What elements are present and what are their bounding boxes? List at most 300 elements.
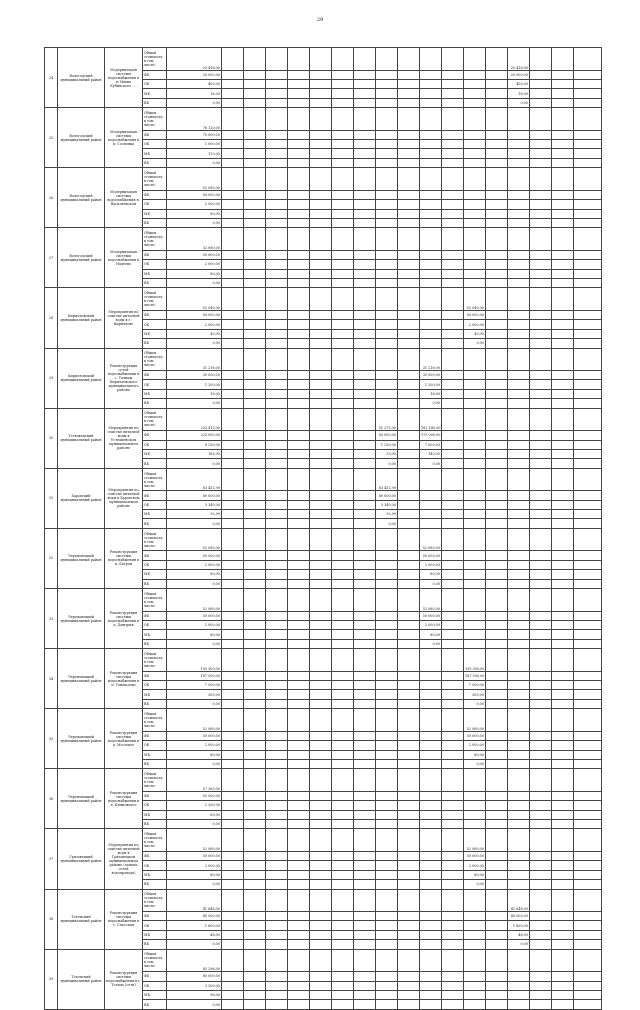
amount-cell bbox=[508, 228, 530, 251]
amount-cell bbox=[530, 389, 552, 398]
amount-cell: 80,00 bbox=[167, 570, 222, 579]
amount-cell bbox=[332, 228, 354, 251]
amount-cell bbox=[552, 709, 574, 732]
amount-cell: 2 200,00 bbox=[167, 801, 222, 810]
amount-cell bbox=[288, 791, 310, 800]
amount-cell bbox=[398, 731, 420, 740]
amount-cell: 20 416,00 bbox=[167, 48, 222, 71]
funding-source-label: ФБ bbox=[143, 611, 167, 620]
amount-cell bbox=[288, 380, 310, 389]
amount-cell bbox=[486, 279, 508, 288]
amount-cell: 50 000,00 bbox=[464, 851, 486, 860]
amount-cell bbox=[244, 851, 266, 860]
amount-cell bbox=[486, 769, 508, 792]
amount-cell bbox=[552, 149, 574, 158]
amount-cell: 0,00 bbox=[167, 579, 222, 588]
amount-cell bbox=[310, 200, 332, 209]
amount-cell bbox=[222, 260, 244, 269]
municipality-cell: Череповецкий муниципальный район bbox=[58, 588, 105, 648]
amount-cell bbox=[266, 288, 288, 311]
amount-cell bbox=[266, 699, 288, 708]
amount-cell bbox=[376, 48, 398, 71]
amount-cell bbox=[552, 940, 574, 949]
amount-cell bbox=[244, 560, 266, 569]
amount-cell bbox=[310, 130, 332, 139]
amount-cell: 0,00 bbox=[420, 459, 442, 468]
amount-cell bbox=[464, 990, 486, 999]
amount-cell bbox=[332, 690, 354, 699]
amount-cell bbox=[266, 639, 288, 648]
amount-cell bbox=[310, 690, 332, 699]
amount-cell bbox=[398, 750, 420, 759]
amount-cell bbox=[354, 829, 376, 852]
amount-cell bbox=[332, 279, 354, 288]
amount-cell: 0,00 bbox=[167, 339, 222, 348]
amount-cell bbox=[442, 408, 464, 431]
amount-cell bbox=[244, 130, 266, 139]
amount-cell bbox=[552, 870, 574, 879]
amount-cell bbox=[530, 288, 552, 311]
funding-source-label: Общая стоимость, в том числе: bbox=[143, 949, 167, 972]
table-row bbox=[45, 889, 602, 912]
amount-cell bbox=[354, 399, 376, 408]
amount-cell bbox=[266, 79, 288, 88]
amount-cell bbox=[266, 972, 288, 981]
amount-cell bbox=[552, 671, 574, 680]
amount-cell bbox=[244, 750, 266, 759]
amount-cell bbox=[398, 870, 420, 879]
amount-cell bbox=[552, 250, 574, 259]
amount-cell bbox=[442, 551, 464, 560]
amount-cell bbox=[552, 570, 574, 579]
amount-cell bbox=[354, 491, 376, 500]
amount-cell bbox=[222, 639, 244, 648]
row-number: 25 bbox=[45, 108, 58, 168]
amount-cell: 0,00 bbox=[167, 759, 222, 768]
amount-cell bbox=[486, 440, 508, 449]
funding-source-label: Общая стоимость, в том числе: bbox=[143, 228, 167, 251]
amount-cell bbox=[376, 851, 398, 860]
amount-cell bbox=[530, 851, 552, 860]
amount-cell bbox=[552, 861, 574, 870]
amount-cell bbox=[530, 611, 552, 620]
amount-cell bbox=[288, 551, 310, 560]
amount-cell bbox=[376, 551, 398, 560]
funding-source-label: Общая стоимость, в том числе: bbox=[143, 468, 167, 491]
amount-cell bbox=[332, 389, 354, 398]
funding-source-label: МБ bbox=[143, 269, 167, 278]
amount-cell bbox=[288, 560, 310, 569]
amount-cell bbox=[442, 570, 464, 579]
amount-cell bbox=[530, 408, 552, 431]
amount-cell bbox=[266, 769, 288, 792]
funding-source-label: Общая стоимость, в том числе: bbox=[143, 108, 167, 131]
amount-cell bbox=[354, 759, 376, 768]
object-cell: Реконструкция системы водоснабжения в п. Батран bbox=[105, 528, 143, 588]
amount-cell bbox=[398, 431, 420, 440]
amount-cell bbox=[508, 449, 530, 458]
amount-cell bbox=[310, 228, 332, 251]
amount-cell: 120,00 bbox=[167, 149, 222, 158]
amount-cell bbox=[376, 750, 398, 759]
amount-cell bbox=[530, 930, 552, 939]
amount-cell bbox=[486, 671, 508, 680]
amount-cell bbox=[442, 140, 464, 149]
amount-cell: 50 000,00 bbox=[167, 731, 222, 740]
amount-cell bbox=[332, 1000, 354, 1009]
amount-cell: 50 000,00 bbox=[420, 611, 442, 620]
amount-cell bbox=[310, 269, 332, 278]
table-row bbox=[45, 829, 602, 852]
amount-cell bbox=[398, 560, 420, 569]
row-number: 38 bbox=[45, 889, 58, 949]
amount-cell bbox=[288, 759, 310, 768]
amount-cell bbox=[420, 1000, 442, 1009]
amount-cell bbox=[222, 79, 244, 88]
amount-cell bbox=[288, 921, 310, 930]
amount-cell bbox=[530, 829, 552, 852]
amount-cell bbox=[530, 371, 552, 380]
amount-cell bbox=[398, 810, 420, 819]
amount-cell bbox=[486, 1000, 508, 1009]
amount-cell bbox=[486, 731, 508, 740]
amount-cell bbox=[310, 972, 332, 981]
amount-cell bbox=[222, 851, 244, 860]
amount-cell bbox=[288, 709, 310, 732]
amount-cell: 20 000,00 bbox=[167, 70, 222, 79]
amount-cell: 16,00 bbox=[508, 89, 530, 98]
amount-cell bbox=[288, 528, 310, 551]
amount-cell bbox=[464, 930, 486, 939]
amount-cell bbox=[530, 709, 552, 732]
amount-cell bbox=[222, 690, 244, 699]
amount-cell bbox=[442, 228, 464, 251]
amount-cell bbox=[530, 579, 552, 588]
funding-source-label: ФБ bbox=[143, 671, 167, 680]
amount-cell bbox=[332, 560, 354, 569]
amount-cell bbox=[530, 228, 552, 251]
amount-cell bbox=[464, 810, 486, 819]
amount-cell bbox=[552, 98, 574, 107]
amount-cell bbox=[310, 588, 332, 611]
amount-cell bbox=[508, 399, 530, 408]
amount-cell bbox=[398, 588, 420, 611]
amount-cell bbox=[420, 510, 442, 519]
amount-cell bbox=[420, 731, 442, 740]
amount-cell bbox=[376, 912, 398, 921]
amount-cell bbox=[574, 649, 602, 672]
amount-cell bbox=[530, 671, 552, 680]
amount-cell: 1 200,00 bbox=[167, 380, 222, 389]
amount-cell bbox=[266, 851, 288, 860]
amount-cell: 0,00 bbox=[508, 98, 530, 107]
funding-source-label: ФБ bbox=[143, 310, 167, 319]
amount-cell bbox=[244, 500, 266, 509]
amount-cell bbox=[310, 681, 332, 690]
amount-cell bbox=[288, 389, 310, 398]
amount-cell bbox=[266, 130, 288, 139]
amount-cell bbox=[398, 48, 420, 71]
amount-cell bbox=[574, 449, 602, 458]
amount-cell bbox=[574, 500, 602, 509]
amount-cell bbox=[266, 940, 288, 949]
amount-cell: 3 200,00 bbox=[167, 981, 222, 990]
amount-cell bbox=[288, 149, 310, 158]
amount-cell bbox=[398, 709, 420, 732]
amount-cell: 0,00 bbox=[376, 519, 398, 528]
amount-cell bbox=[508, 741, 530, 750]
amount-cell bbox=[376, 889, 398, 912]
amount-cell bbox=[574, 510, 602, 519]
amount-cell: 52 080,00 bbox=[167, 168, 222, 191]
amount-cell bbox=[376, 709, 398, 732]
table-row bbox=[45, 228, 602, 251]
amount-cell bbox=[398, 921, 420, 930]
amount-cell bbox=[332, 551, 354, 560]
amount-cell bbox=[222, 348, 244, 371]
amount-cell bbox=[530, 279, 552, 288]
amount-cell bbox=[420, 981, 442, 990]
object-cell: Реконструкция системы водоснабжения в п. Тоншалово bbox=[105, 649, 143, 709]
amount-cell bbox=[574, 228, 602, 251]
amount-cell bbox=[354, 519, 376, 528]
amount-cell bbox=[552, 699, 574, 708]
amount-cell bbox=[266, 731, 288, 740]
amount-cell bbox=[310, 371, 332, 380]
amount-cell bbox=[420, 269, 442, 278]
amount-cell bbox=[420, 759, 442, 768]
object-cell: Мероприятия по очистке питьевой воды в Грязовецком муниципальном районе (замена сетей водопровода) bbox=[105, 829, 143, 889]
amount-cell bbox=[508, 579, 530, 588]
amount-cell: 48,00 bbox=[167, 930, 222, 939]
amount-cell bbox=[222, 579, 244, 588]
amount-cell bbox=[398, 389, 420, 398]
amount-cell bbox=[376, 98, 398, 107]
funding-source-label: ВБ bbox=[143, 339, 167, 348]
amount-cell bbox=[288, 408, 310, 431]
amount-cell bbox=[420, 769, 442, 792]
amount-cell bbox=[398, 510, 420, 519]
amount-cell bbox=[310, 750, 332, 759]
amount-cell bbox=[464, 399, 486, 408]
amount-cell bbox=[486, 310, 508, 319]
municipality-cell: Череповецкий муниципальный район bbox=[58, 769, 105, 829]
amount-cell: 140,00 bbox=[420, 449, 442, 458]
amount-cell bbox=[442, 288, 464, 311]
amount-cell bbox=[464, 791, 486, 800]
amount-cell bbox=[442, 510, 464, 519]
amount-cell bbox=[530, 570, 552, 579]
amount-cell bbox=[354, 260, 376, 269]
amount-cell bbox=[420, 870, 442, 879]
amount-cell bbox=[442, 48, 464, 71]
amount-cell bbox=[310, 940, 332, 949]
amount-cell bbox=[552, 348, 574, 371]
amount-cell bbox=[398, 79, 420, 88]
amount-cell bbox=[332, 449, 354, 458]
amount-cell bbox=[442, 810, 464, 819]
amount-cell bbox=[288, 820, 310, 829]
amount-cell: 16,00 bbox=[167, 89, 222, 98]
amount-cell bbox=[464, 200, 486, 209]
amount-cell bbox=[332, 218, 354, 227]
amount-cell bbox=[332, 339, 354, 348]
amount-cell bbox=[486, 620, 508, 629]
amount-cell bbox=[464, 279, 486, 288]
amount-cell: 80 000,00 bbox=[167, 972, 222, 981]
row-number: 37 bbox=[45, 829, 58, 889]
amount-cell bbox=[486, 288, 508, 311]
amount-cell bbox=[222, 972, 244, 981]
amount-cell bbox=[244, 399, 266, 408]
amount-cell bbox=[420, 649, 442, 672]
amount-cell bbox=[398, 108, 420, 131]
amount-cell bbox=[332, 380, 354, 389]
amount-cell: 57 260,00 bbox=[167, 769, 222, 792]
amount-cell bbox=[354, 130, 376, 139]
amount-cell bbox=[486, 339, 508, 348]
amount-cell bbox=[508, 801, 530, 810]
amount-cell bbox=[288, 348, 310, 371]
amount-cell bbox=[420, 209, 442, 218]
amount-cell bbox=[420, 98, 442, 107]
amount-cell bbox=[442, 639, 464, 648]
amount-cell bbox=[420, 260, 442, 269]
amount-cell bbox=[552, 48, 574, 71]
amount-cell bbox=[420, 108, 442, 131]
amount-cell bbox=[354, 889, 376, 912]
amount-cell bbox=[464, 158, 486, 167]
amount-cell bbox=[222, 570, 244, 579]
amount-cell bbox=[552, 399, 574, 408]
funding-source-label: ФБ bbox=[143, 431, 167, 440]
amount-cell bbox=[332, 510, 354, 519]
amount-cell bbox=[574, 459, 602, 468]
amount-cell bbox=[398, 940, 420, 949]
amount-cell bbox=[244, 108, 266, 131]
amount-cell bbox=[420, 500, 442, 509]
amount-cell bbox=[222, 880, 244, 889]
funding-source-label: ОБ bbox=[143, 861, 167, 870]
amount-cell: 0,00 bbox=[167, 399, 222, 408]
amount-cell bbox=[376, 620, 398, 629]
amount-cell: 80,00 bbox=[167, 870, 222, 879]
amount-cell bbox=[486, 79, 508, 88]
amount-cell bbox=[552, 801, 574, 810]
amount-cell bbox=[442, 158, 464, 167]
amount-cell bbox=[222, 759, 244, 768]
amount-cell bbox=[420, 279, 442, 288]
amount-cell bbox=[486, 371, 508, 380]
amount-cell bbox=[420, 810, 442, 819]
amount-cell: 50 000,00 bbox=[464, 310, 486, 319]
amount-cell bbox=[464, 889, 486, 912]
municipality-cell: Вологодский муниципальный район bbox=[58, 48, 105, 108]
amount-cell: 2 000,00 bbox=[420, 620, 442, 629]
amount-cell bbox=[354, 579, 376, 588]
amount-cell bbox=[288, 250, 310, 259]
amount-cell bbox=[442, 889, 464, 912]
amount-cell bbox=[266, 500, 288, 509]
amount-cell bbox=[398, 912, 420, 921]
amount-cell bbox=[222, 468, 244, 491]
amount-cell bbox=[508, 620, 530, 629]
amount-cell bbox=[266, 690, 288, 699]
object-cell: Мероприятия по очистке питьевой воды в г. Кириллове bbox=[105, 288, 143, 348]
amount-cell bbox=[222, 108, 244, 131]
object-cell: Модернизация системы водоснабжения в. Васильевском bbox=[105, 168, 143, 228]
amount-cell bbox=[288, 649, 310, 672]
amount-cell bbox=[442, 98, 464, 107]
page-number: 29 bbox=[316, 17, 324, 23]
amount-cell bbox=[222, 440, 244, 449]
amount-cell bbox=[266, 168, 288, 191]
amount-cell bbox=[398, 769, 420, 792]
amount-cell bbox=[508, 168, 530, 191]
amount-cell bbox=[530, 750, 552, 759]
amount-cell bbox=[398, 500, 420, 509]
amount-cell bbox=[530, 880, 552, 889]
amount-cell bbox=[464, 218, 486, 227]
amount-cell bbox=[398, 279, 420, 288]
amount-cell bbox=[266, 741, 288, 750]
amount-cell: 8 250,00 bbox=[167, 440, 222, 449]
amount-cell bbox=[376, 339, 398, 348]
amount-cell bbox=[222, 339, 244, 348]
amount-cell bbox=[376, 149, 398, 158]
amount-cell bbox=[354, 70, 376, 79]
amount-cell bbox=[530, 449, 552, 458]
amount-cell bbox=[574, 320, 602, 329]
row-number: 32 bbox=[45, 528, 58, 588]
amount-cell bbox=[376, 158, 398, 167]
amount-cell bbox=[530, 639, 552, 648]
amount-cell: 25,00 bbox=[376, 449, 398, 458]
amount-cell bbox=[574, 930, 602, 939]
amount-cell bbox=[552, 560, 574, 569]
amount-cell bbox=[442, 861, 464, 870]
amount-cell bbox=[486, 228, 508, 251]
amount-cell bbox=[530, 260, 552, 269]
amount-cell bbox=[574, 791, 602, 800]
amount-cell bbox=[530, 380, 552, 389]
amount-cell: 96,00 bbox=[167, 990, 222, 999]
amount-cell bbox=[310, 389, 332, 398]
amount-cell bbox=[288, 431, 310, 440]
amount-cell bbox=[464, 250, 486, 259]
amount-cell bbox=[244, 759, 266, 768]
amount-cell bbox=[222, 48, 244, 71]
amount-cell bbox=[332, 981, 354, 990]
amount-cell bbox=[508, 671, 530, 680]
amount-cell bbox=[222, 741, 244, 750]
municipality-cell: Череповецкий муниципальный район bbox=[58, 709, 105, 769]
amount-cell bbox=[244, 912, 266, 921]
amount-cell bbox=[244, 731, 266, 740]
amount-cell bbox=[354, 972, 376, 981]
amount-cell bbox=[310, 348, 332, 371]
amount-cell bbox=[574, 380, 602, 389]
amount-cell: 52 080,00 bbox=[420, 528, 442, 551]
amount-cell: 1 000,00 bbox=[167, 140, 222, 149]
amount-cell bbox=[486, 158, 508, 167]
amount-cell bbox=[244, 491, 266, 500]
amount-cell: 80,00 bbox=[167, 269, 222, 278]
amount-cell bbox=[376, 288, 398, 311]
amount-cell bbox=[222, 288, 244, 311]
funding-source-label: Общая стоимость, в том числе: bbox=[143, 348, 167, 371]
amount-cell bbox=[222, 731, 244, 740]
